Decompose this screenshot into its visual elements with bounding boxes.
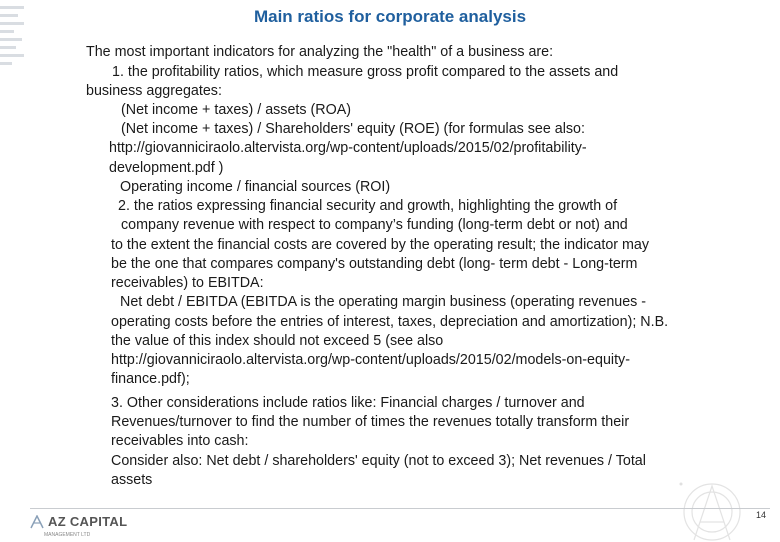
text-line: http://giovanniciraolo.altervista.org/wp-content/uploads/2015/02/models-on-equity- bbox=[111, 352, 630, 368]
logo-text: AZ CAPITAL bbox=[48, 514, 128, 529]
text-line: 3. Other considerations include ratios like: Financial charges / turnover and bbox=[111, 395, 585, 411]
text-line: receivables into cash: bbox=[111, 433, 249, 449]
text-line: receivables) to EBITDA: bbox=[111, 275, 264, 291]
text-line: 1. the profitability ratios, which measure gross profit compared to the assets and bbox=[112, 64, 619, 80]
compass-watermark-icon bbox=[660, 478, 760, 542]
logo-subtitle: MANAGEMENT LTD bbox=[44, 532, 91, 538]
text-line: to the extent the financial costs are covered by the operating result; the indicator may bbox=[111, 237, 650, 253]
text-line: business aggregates: bbox=[86, 83, 222, 99]
text-line: company revenue with respect to company’s funding (long-term debt or not) and bbox=[121, 217, 628, 233]
text-line: Operating income / financial sources (ROI) bbox=[120, 179, 391, 195]
company-logo bbox=[30, 514, 127, 529]
az-logo-icon bbox=[30, 515, 44, 529]
page-number: 14 bbox=[755, 510, 766, 520]
text-line: Revenues/turnover to find the number of times the revenues totally transform their bbox=[111, 414, 630, 430]
text-line: 2. the ratios expressing financial security and growth, highlighting the growth of bbox=[118, 198, 618, 214]
text-line: Consider also: Net debt / shareholders' equity (not to exceed 3); Net revenues / Total bbox=[111, 453, 646, 469]
text-line: Net debt / EBITDA (EBITDA is the operating margin business (operating revenues - bbox=[120, 294, 647, 310]
text-line: development.pdf ) bbox=[109, 160, 224, 176]
text-line: the value of this index should not exceed 5 (see also bbox=[111, 333, 444, 349]
footer-divider bbox=[30, 508, 770, 509]
text-line: operating costs before the entries of interest, taxes, depreciation and amortization); N.B. bbox=[111, 314, 669, 330]
slide-title: Main ratios for corporate analysis bbox=[253, 7, 527, 26]
text-line: finance.pdf); bbox=[111, 371, 190, 387]
text-line: assets bbox=[111, 472, 153, 488]
text-line: http://giovanniciraolo.altervista.org/wp-content/uploads/2015/02/profitability- bbox=[109, 140, 587, 156]
text-line: The most important indicators for analyzing the "health" of a business are: bbox=[86, 44, 554, 60]
text-line: (Net income + taxes) / Shareholders' equity (ROE) (for formulas see also: bbox=[121, 121, 585, 137]
text-line: (Net income + taxes) / assets (ROA) bbox=[121, 102, 352, 118]
text-line: be the one that compares company's outstanding debt (long- term debt - Long-term bbox=[111, 256, 638, 272]
